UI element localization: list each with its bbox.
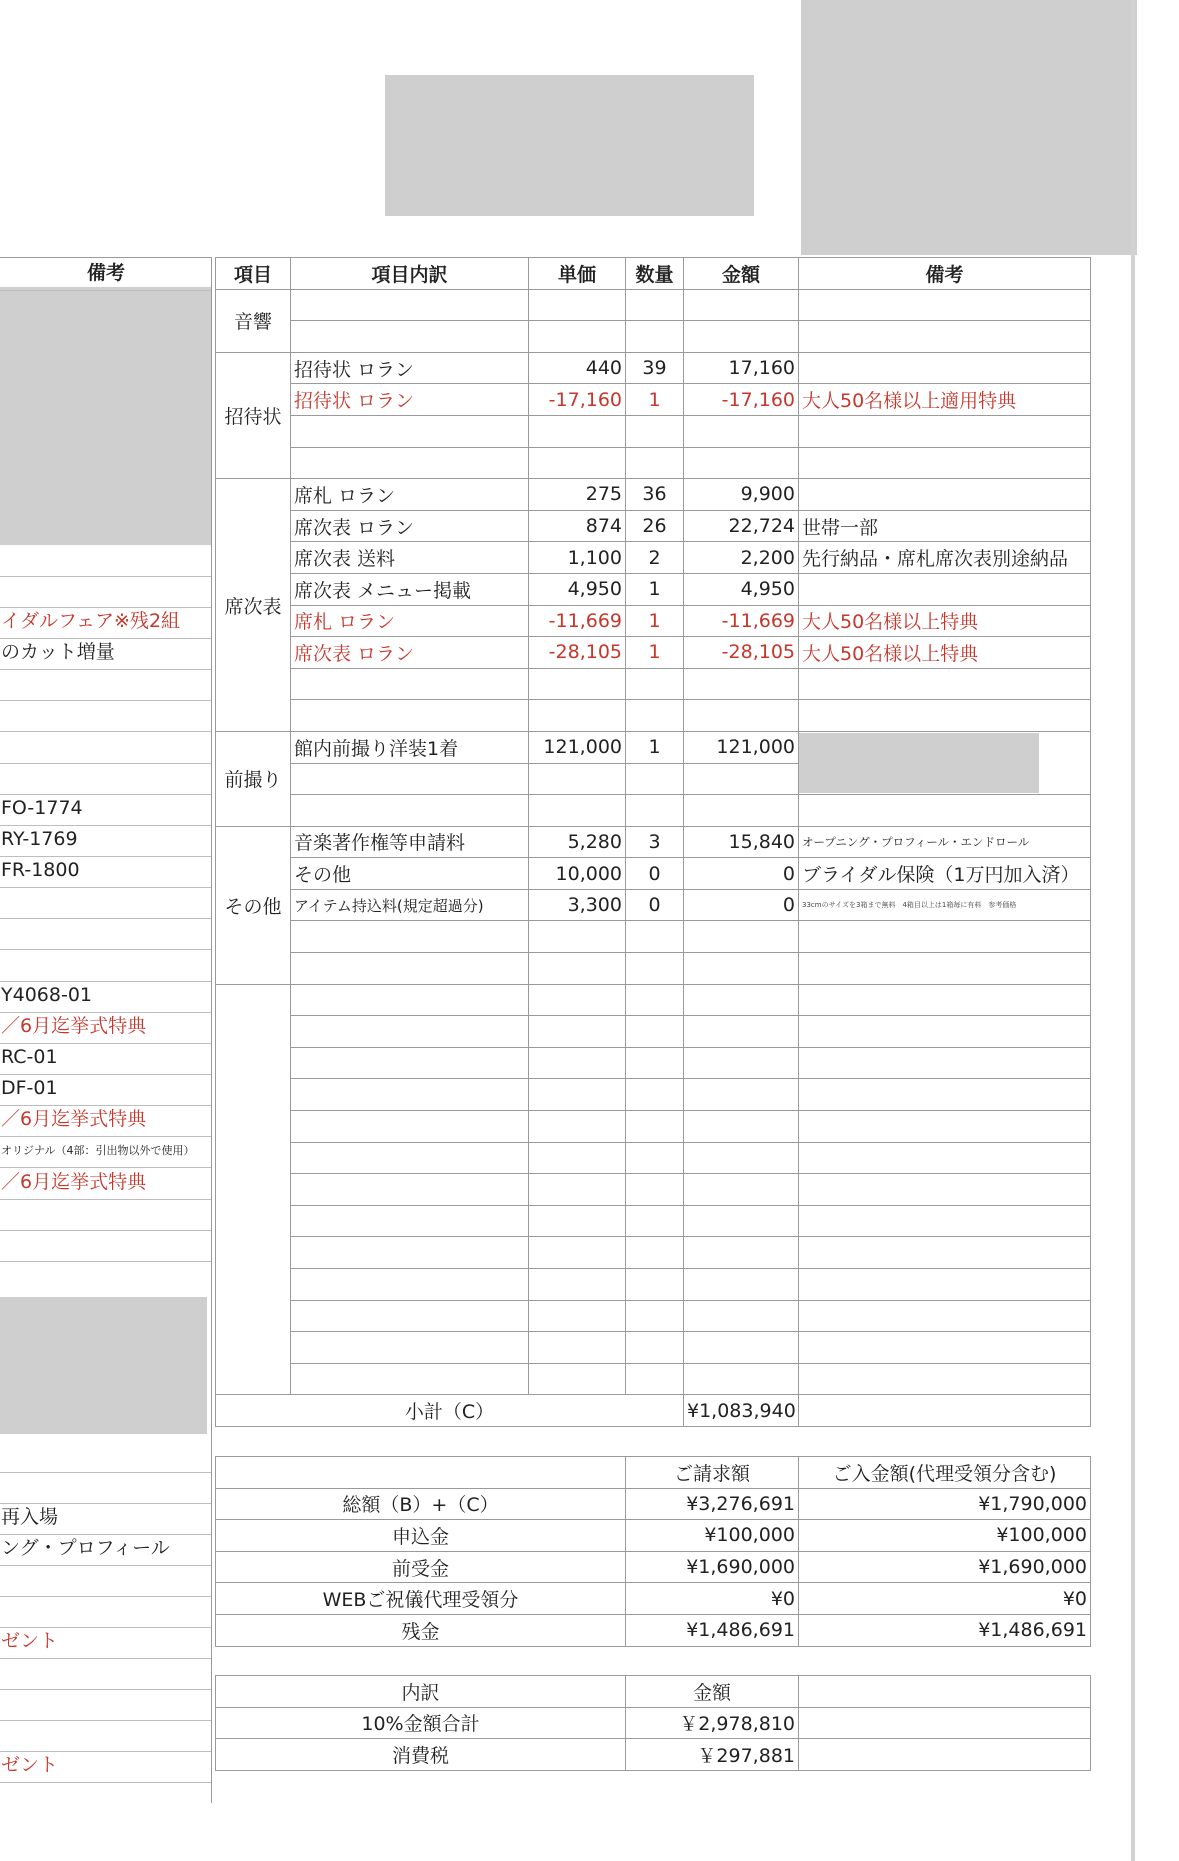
table-row [216,447,1091,479]
header-unit-price: 単価 [529,258,626,290]
billing-col-paid: ご入金額(代理受領分含む) [799,1457,1091,1489]
header-remarks: 備考 [799,258,1091,290]
tax-breakdown-table [215,1675,1091,1771]
left-row [0,1657,211,1690]
left-row [0,1595,211,1628]
left-row [0,1440,211,1473]
left-remarks-column [0,257,212,1803]
left-row [0,1688,211,1721]
left-row [0,544,211,577]
tax-col-amount: 金額 [626,1676,799,1708]
table-row: その他 音楽著作権等申請料 5,280 3 15,840 オープニング・プロフィール・エンドロール [216,826,1091,858]
table-row [216,1047,1091,1079]
left-row [0,917,211,950]
table-row: 招待状 招待状 ロラン 440 39 17,160 [216,352,1091,384]
left-header: 備考 [0,257,211,291]
left-row: イダルフェア※残2組 [0,606,211,639]
table-row [216,984,1091,1016]
billing-row: 残金 ¥1,486,691 ¥1,486,691 [216,1614,1091,1646]
table-row [216,953,1091,985]
table-row: 席次表 メニュー掲載 4,950 1 4,950 [216,573,1091,605]
category-sound: 音響 [216,289,291,352]
billing-summary-table [215,1456,1091,1647]
itemized-table [215,257,1091,1427]
left-row [0,1719,211,1752]
table-row: 席次表 ロラン 874 26 22,724 世帯一部 [216,510,1091,542]
category-blank [216,984,291,1395]
left-row: ング・プロフィール [0,1533,211,1566]
left-row [0,1229,211,1262]
table-row [216,1111,1091,1143]
redacted-area-remark [799,733,1039,793]
table-row [216,795,1091,827]
page-edge [1131,0,1135,1861]
category-seating: 席次表 [216,479,291,732]
table-row [216,1174,1091,1206]
left-row: ／6月迄挙式特典 [0,1104,211,1137]
header-qty: 数量 [626,258,684,290]
tax-row: 10%金額合計 ￥2,978,810 [216,1707,1091,1739]
left-row [0,886,211,919]
left-row: オリジナル（4部：引出物以外で使用） [0,1135,211,1168]
table-row [216,921,1091,953]
table-row [216,668,1091,700]
table-row [216,415,1091,447]
table-row [216,700,1091,732]
tax-col-breakdown: 内訳 [216,1676,626,1708]
header-item: 項目 [216,258,291,290]
table-row: 席札 ロラン -11,669 1 -11,669 大人50名様以上特典 [216,605,1091,637]
table-row: 前撮り 館内前撮り洋装1着 121,000 1 121,000 [216,731,1091,763]
billing-col-billed: ご請求額 [626,1457,799,1489]
left-row: ゼント [0,1750,211,1783]
redacted-area-top-right [801,0,1137,255]
table-row: 招待状 ロラン -17,160 1 -17,160 大人50名様以上適用特典 [216,384,1091,416]
table-row: アイテム持込料(規定超過分) 3,300 0 0 33cmのサイズを3箱まで無料 4箱目以上は1箱毎に有料 参考価格 [216,889,1091,921]
table-row: 席次表 席札 ロラン 275 36 9,900 [216,479,1091,511]
table-row: 席次表 ロラン -28,105 1 -28,105 大人50名様以上特典 [216,637,1091,669]
table-row [216,1237,1091,1269]
table-row: 席次表 送料 1,100 2 2,200 先行納品・席札席次表別途納品 [216,542,1091,574]
category-prephoto: 前撮り [216,731,291,826]
left-row: Y4068-01 [0,980,211,1013]
left-row [0,575,211,608]
left-row [0,762,211,795]
left-row: FO-1774 [0,793,211,826]
left-row [0,1471,211,1504]
table-row [216,1079,1091,1111]
table-row [216,1269,1091,1301]
table-row [216,1142,1091,1174]
left-row: 再入場 [0,1502,211,1535]
billing-row: 総額（B）+（C） ¥3,276,691 ¥1,790,000 [216,1488,1091,1520]
redacted-remark-cell [799,731,1091,794]
header-amount: 金額 [684,258,799,290]
table-header-row [216,258,1091,290]
category-invitation: 招待状 [216,352,291,478]
table-row [216,1300,1091,1332]
subtotal-label: 小計（C） [216,1395,684,1427]
redacted-area-top-center [385,75,754,216]
tax-row: 消費税 ￥297,881 [216,1739,1091,1771]
left-row [0,949,211,982]
table-row [216,321,1091,353]
billing-row: WEBご祝儀代理受領分 ¥0 ¥0 [216,1583,1091,1615]
left-row [0,731,211,764]
left-row [0,668,211,701]
category-other: その他 [216,826,291,984]
table-row: その他 10,000 0 0 ブライダル保険（1万円加入済） [216,858,1091,890]
left-row: ゼント [0,1626,211,1659]
left-row: ／6月迄挙式特典 [0,1011,211,1044]
table-row [216,1016,1091,1048]
left-row: ／6月迄挙式特典 [0,1167,211,1200]
subtotal-value: ¥1,083,940 [684,1395,799,1427]
left-row: RC-01 [0,1042,211,1075]
billing-row: 前受金 ¥1,690,000 ¥1,690,000 [216,1551,1091,1583]
table-row [216,1332,1091,1364]
billing-header-row [216,1457,1091,1489]
table-row [216,1363,1091,1395]
left-row: FR-1800 [0,855,211,888]
billing-row: 申込金 ¥100,000 ¥100,000 [216,1520,1091,1552]
left-row [0,1564,211,1597]
table-row [216,289,1091,321]
left-row: RY-1769 [0,824,211,857]
left-row [0,699,211,732]
subtotal-row [216,1395,1091,1427]
left-row: DF-01 [0,1073,211,1106]
left-row [0,1198,211,1231]
tax-header-row [216,1676,1091,1708]
table-row [216,1205,1091,1237]
left-row: のカット増量 [0,637,211,670]
header-detail: 項目内訳 [291,258,529,290]
